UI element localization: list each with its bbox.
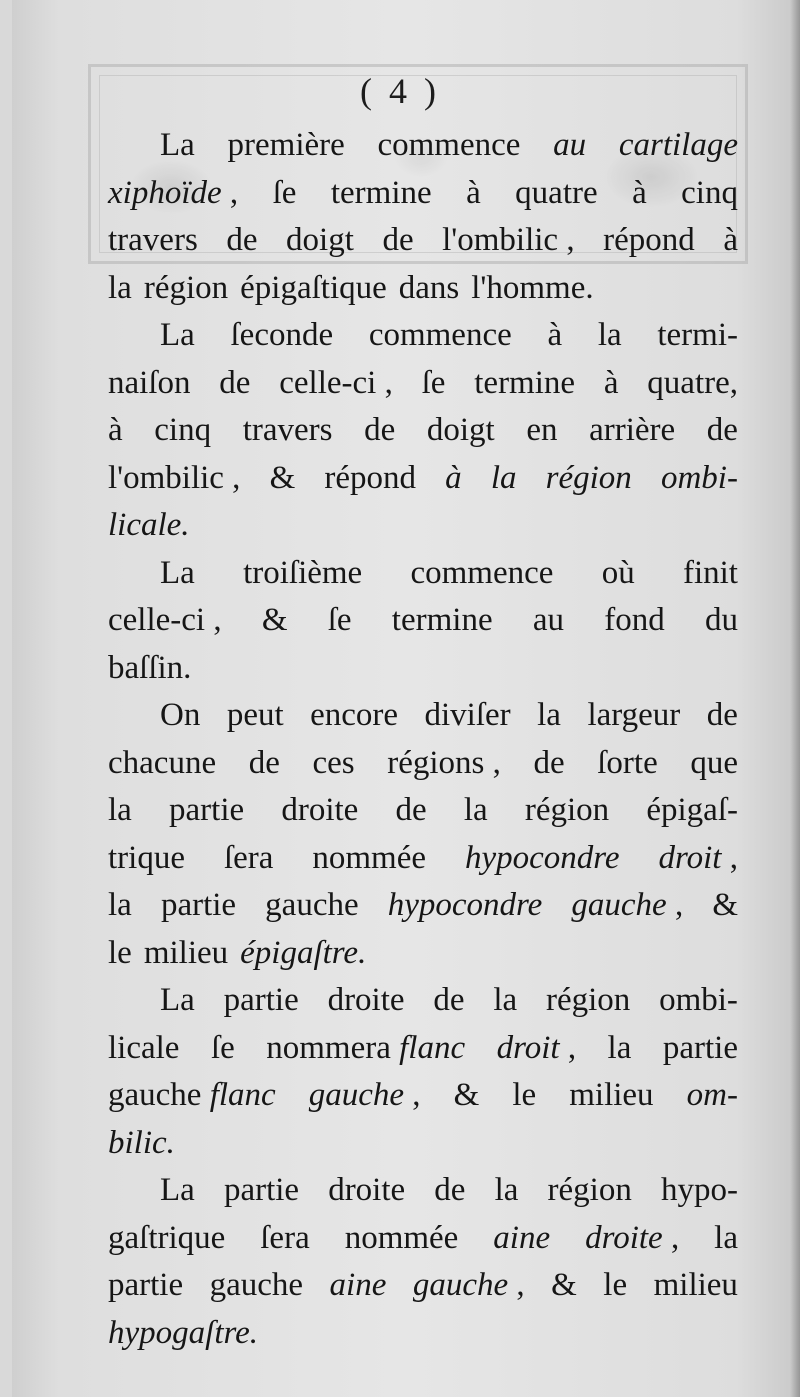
word: nommée: [312, 839, 427, 876]
word: la: [537, 697, 561, 733]
word: nommera flanc: [266, 1029, 466, 1066]
word: épigaſ-: [646, 792, 738, 828]
text-line: [108, 977, 738, 1025]
word: à: [445, 459, 462, 496]
word: à: [603, 364, 619, 401]
text-line: [108, 1120, 738, 1168]
text-line: [108, 787, 738, 835]
word: ſera: [223, 839, 274, 876]
word: le: [512, 1077, 537, 1113]
word: doigt: [286, 222, 354, 258]
text-line: [108, 835, 738, 883]
word: de: [226, 222, 258, 258]
text-line: [108, 360, 738, 408]
text-line: [108, 645, 738, 693]
word: répond: [603, 222, 695, 258]
text-line: [108, 930, 738, 978]
word: finit: [682, 554, 738, 591]
word: chacune: [108, 744, 217, 781]
word: au: [553, 127, 587, 163]
word: termine: [330, 174, 432, 211]
word: à: [108, 412, 123, 448]
text-line: [108, 455, 738, 503]
text-line: [108, 1310, 738, 1358]
word: la: [714, 1219, 738, 1256]
word: licale: [108, 1029, 180, 1066]
word: arrière: [589, 412, 676, 448]
word: de: [364, 412, 396, 448]
text-line: [108, 170, 738, 218]
word: la: [108, 269, 132, 306]
word: région: [143, 269, 229, 306]
text-line: [108, 692, 738, 740]
word: droite ,: [585, 1219, 680, 1256]
word: région: [545, 459, 632, 496]
word: quatre: [515, 174, 598, 211]
word: de: [382, 222, 414, 258]
word: &: [453, 1077, 480, 1113]
word: la: [494, 1172, 519, 1208]
text-line: [108, 407, 738, 455]
word: naiſon: [108, 364, 191, 401]
word: droite: [328, 1172, 406, 1208]
text-line: [108, 1262, 738, 1310]
word: cinq: [681, 174, 738, 211]
word: ombi-: [660, 459, 738, 496]
word: régions ,: [387, 744, 501, 781]
word: bilic.: [108, 1124, 175, 1161]
word: &: [261, 602, 288, 638]
word: de: [533, 744, 565, 781]
word: ſe: [327, 602, 352, 638]
word: baſſin.: [108, 649, 192, 686]
word: dans: [398, 269, 460, 306]
word: partie: [160, 887, 237, 923]
word: droit ,: [658, 839, 738, 876]
word: droit ,: [496, 1029, 577, 1066]
body-text: [108, 122, 738, 1357]
word: fond: [604, 602, 665, 638]
word: La: [160, 1172, 195, 1208]
word: commence: [377, 127, 521, 163]
word: milieu: [569, 1077, 654, 1113]
text-line: [108, 740, 738, 788]
word: trique: [108, 839, 185, 876]
word: de: [434, 1172, 466, 1208]
word: doigt: [426, 412, 495, 448]
text-line: [108, 122, 738, 170]
word: partie: [223, 982, 299, 1018]
word: hypogaſtre.: [108, 1314, 258, 1351]
word: partie: [108, 1267, 184, 1303]
word: commence: [410, 554, 554, 591]
word: droite: [281, 792, 359, 828]
word: partie: [223, 1172, 300, 1208]
word: la: [607, 1029, 632, 1066]
text-line: [108, 312, 738, 360]
word: la: [493, 982, 518, 1018]
word: ſera: [260, 1219, 310, 1256]
word: &: [551, 1267, 577, 1303]
word: ſe: [272, 174, 297, 211]
word: hypo-: [660, 1172, 738, 1208]
word: de: [248, 744, 280, 781]
word: le: [603, 1267, 628, 1303]
word: la: [108, 792, 132, 828]
word: gauche ,: [412, 1267, 525, 1303]
word: celle-ci ,: [108, 602, 222, 638]
word: hypocondre: [464, 839, 620, 876]
text-line: [108, 1072, 738, 1120]
word: au: [532, 602, 564, 638]
word: gauche ,: [571, 887, 684, 923]
word: On: [160, 697, 201, 733]
text-line: [108, 1215, 738, 1263]
word: de: [706, 412, 738, 448]
word: à: [723, 222, 738, 258]
word: La: [160, 554, 195, 591]
word: répond: [324, 459, 417, 496]
word: ſe: [210, 1029, 235, 1066]
word: La: [160, 317, 195, 353]
word: peut: [226, 697, 284, 733]
word: licale.: [108, 507, 190, 543]
word: le: [108, 934, 132, 971]
word: xiphoïde ,: [108, 174, 239, 211]
word: La: [160, 982, 195, 1018]
word: à: [547, 317, 563, 353]
word: à: [466, 174, 481, 211]
word: commence: [368, 317, 512, 353]
word: quatre,: [647, 364, 738, 401]
word: droite: [327, 982, 405, 1018]
word: om-: [686, 1077, 738, 1113]
word: troiſième: [243, 554, 363, 591]
word: &: [269, 459, 296, 496]
word: cartilage: [618, 127, 738, 163]
word: la: [597, 317, 622, 353]
word: région: [524, 792, 610, 828]
word: l'homme.: [471, 269, 594, 306]
word: l'ombilic ,: [108, 459, 241, 496]
word: épigaſtre.: [240, 934, 367, 971]
word: termine: [474, 364, 576, 401]
word: hypocondre: [387, 887, 543, 923]
text-line: [108, 265, 738, 313]
word: la: [108, 887, 132, 923]
word: &: [712, 887, 738, 923]
text-line: [108, 1167, 738, 1215]
word: où: [601, 554, 635, 591]
word: nommée: [344, 1219, 459, 1256]
word: partie: [662, 1029, 738, 1066]
word: de: [433, 982, 465, 1018]
word: que: [690, 744, 738, 781]
word: termine: [391, 602, 493, 638]
word: cinq: [154, 412, 212, 448]
word: gauche: [265, 887, 359, 923]
word: ſorte: [597, 744, 658, 781]
page-number: ( 4 ): [360, 71, 440, 111]
text-line: [108, 217, 738, 265]
word: La: [160, 127, 195, 163]
word: ſeconde: [230, 317, 334, 353]
word: gauche flanc: [108, 1077, 276, 1113]
word: aine: [493, 1219, 551, 1256]
text-line: [108, 597, 738, 645]
word: ces: [312, 744, 355, 781]
word: diviſer: [424, 697, 511, 733]
word: à: [632, 174, 647, 211]
word: ſe: [421, 364, 446, 401]
word: de: [395, 792, 427, 828]
word: travers: [108, 222, 198, 258]
word: aine: [329, 1267, 387, 1303]
text-line: [108, 502, 738, 550]
word: gauche ,: [308, 1077, 421, 1113]
word: ombi-: [659, 982, 738, 1018]
word: gauche: [209, 1267, 304, 1303]
word: la: [490, 459, 517, 496]
word: milieu: [653, 1267, 738, 1303]
word: région: [545, 982, 631, 1018]
word: largeur: [587, 697, 681, 733]
text-line: [108, 882, 738, 930]
word: termi-: [657, 317, 738, 353]
word: du: [704, 602, 738, 638]
page-edge-shadow: [790, 0, 800, 1397]
word: travers: [242, 412, 333, 448]
word: l'ombilic ,: [442, 222, 575, 258]
word: de: [706, 697, 738, 733]
word: partie: [169, 792, 245, 828]
word: la: [463, 792, 488, 828]
word: épigaſtique: [240, 269, 387, 306]
text-line: [108, 1025, 738, 1073]
text-line: [108, 550, 738, 598]
word: celle-ci ,: [279, 364, 393, 401]
word: milieu: [143, 934, 229, 971]
word: en: [526, 412, 558, 448]
word: encore: [310, 697, 399, 733]
word: région: [547, 1172, 632, 1208]
word: de: [219, 364, 251, 401]
word: première: [227, 127, 345, 163]
word: gaſtrique: [108, 1219, 226, 1256]
